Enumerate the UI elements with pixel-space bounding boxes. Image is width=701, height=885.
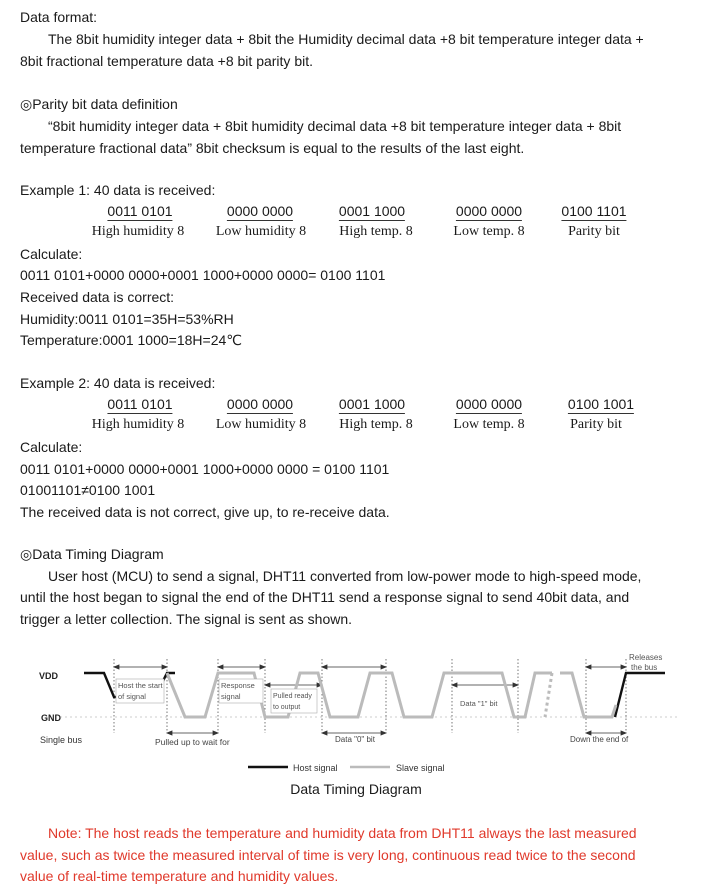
note-line-3: value of real-time temperature and humidity values.	[20, 868, 339, 884]
releases-label-1: Releases	[629, 653, 663, 662]
note-line-2: value, such as twice the measured interval of time is very long, continuous read twice to the second	[20, 847, 636, 863]
slave-signal-dashed	[545, 673, 552, 717]
format-line-1: The 8bit humidity integer data + 8bit the Humidity decimal data +8 bit temperature integer data +	[48, 31, 644, 47]
example2-bits-parity: 0100 1001	[567, 396, 635, 412]
host-signal-release	[615, 673, 665, 717]
example2-heading: Example 2: 40 data is received:	[20, 375, 216, 391]
example2-calc-label: Calculate:	[20, 439, 83, 455]
parity-heading: ◎Parity bit data definition	[20, 96, 178, 112]
example1-label-high-humidity: High humidity 8	[91, 224, 185, 239]
timing-line-2: until the host began to signal the end of the DHT11 send a response signal to send 40bit data, and	[20, 589, 630, 605]
single-bus-label: Single bus	[40, 735, 83, 745]
note-line-1: Note: The host reads the temperature and humidity data from DHT11 always the last measured	[48, 825, 637, 841]
pulled-up-label: Pulled up to wait for	[155, 737, 230, 747]
timing-line-1: User host (MCU) to send a signal, DHT11 converted from low-power mode to high-speed mode,	[48, 568, 642, 584]
example1-calc: 0011 0101+0000 0000+0001 1000+0000 0000= 0100 1101	[20, 267, 386, 283]
example2-bits-high-temp: 0001 1000	[338, 396, 406, 412]
example1-temperature: Temperature:0001 1000=18H=24℃	[20, 332, 242, 348]
example1-bits-high-humidity: 0011 0101	[107, 203, 173, 219]
data-1-bit-label: Data "1" bit	[460, 699, 498, 708]
timing-heading: ◎Data Timing Diagram	[20, 546, 164, 562]
pulled-ready-label-1: Pulled ready	[273, 693, 312, 700]
example1-bits-low-temp: 0000 0000	[455, 203, 523, 219]
parity-line-2: temperature fractional data” 8bit checksum is equal to the results of the last eight.	[20, 140, 525, 156]
vdd-label: VDD	[39, 671, 59, 681]
parity-line-1: “8bit humidity integer data + 8bit humidity decimal data +8 bit temperature integer data + 8bit	[48, 118, 622, 134]
example2-label-low-temp: Low temp. 8	[453, 417, 525, 432]
example2-calc: 0011 0101+0000 0000+0001 1000+0000 0000 = 0100 1101	[20, 461, 390, 477]
example2-label-low-humidity: Low humidity 8	[215, 417, 307, 432]
example2-bits-low-humidity: 0000 0000	[226, 396, 294, 412]
example2-label-parity: Parity bit	[570, 417, 622, 432]
example1-calc-label: Calculate:	[20, 246, 83, 262]
example2-bits-low-temp: 0000 0000	[455, 396, 523, 412]
example2-bits-high-humidity: 0011 0101	[107, 396, 173, 412]
response-label-2: signal	[221, 692, 241, 701]
example2-label-high-temp: High temp. 8	[339, 417, 413, 432]
legend-slave-label: Slave signal	[396, 763, 445, 773]
example1-bits-high-temp: 0001 1000	[338, 203, 406, 219]
timing-line-3: trigger a letter collection. The signal is sent as shown.	[20, 611, 353, 627]
example1-heading: Example 1: 40 data is received:	[20, 182, 216, 198]
example1-bits-parity: 0100 1101	[561, 203, 627, 219]
host-start-label-1: Host the start	[118, 681, 163, 690]
down-end-label: Down the end of	[570, 735, 629, 744]
guide-lines	[114, 659, 626, 733]
example1-label-low-humidity: Low humidity 8	[215, 224, 307, 239]
diagram-caption: Data Timing Diagram	[290, 781, 422, 797]
example1-label-parity: Parity bit	[568, 224, 620, 239]
format-heading: Data format:	[20, 9, 98, 25]
example1-result: Received data is correct:	[20, 289, 175, 305]
format-line-2: 8bit fractional temperature data +8 bit parity bit.	[20, 53, 313, 69]
example1-humidity: Humidity:0011 0101=35H=53%RH	[20, 311, 234, 327]
slave-signal-end	[560, 673, 616, 717]
pulled-ready-label-2: to output	[273, 704, 301, 711]
example2-compare: 01001101≠0100 1001	[20, 482, 156, 498]
legend-host-label: Host signal	[293, 763, 338, 773]
data-0-bit-label: Data "0" bit	[335, 735, 375, 744]
example2-label-high-humidity: High humidity 8	[91, 417, 185, 432]
response-label-1: Response	[221, 681, 255, 690]
example1-label-high-temp: High temp. 8	[339, 224, 413, 239]
timing-diagram	[0, 645, 701, 815]
gnd-label: GND	[41, 713, 61, 723]
releases-label-2: the bus	[631, 663, 658, 672]
example2-result: The received data is not correct, give up, to re-receive data.	[20, 504, 390, 520]
host-start-label-2: of signal	[118, 692, 146, 701]
example1-bits-low-humidity: 0000 0000	[226, 203, 294, 219]
example1-label-low-temp: Low temp. 8	[453, 224, 525, 239]
